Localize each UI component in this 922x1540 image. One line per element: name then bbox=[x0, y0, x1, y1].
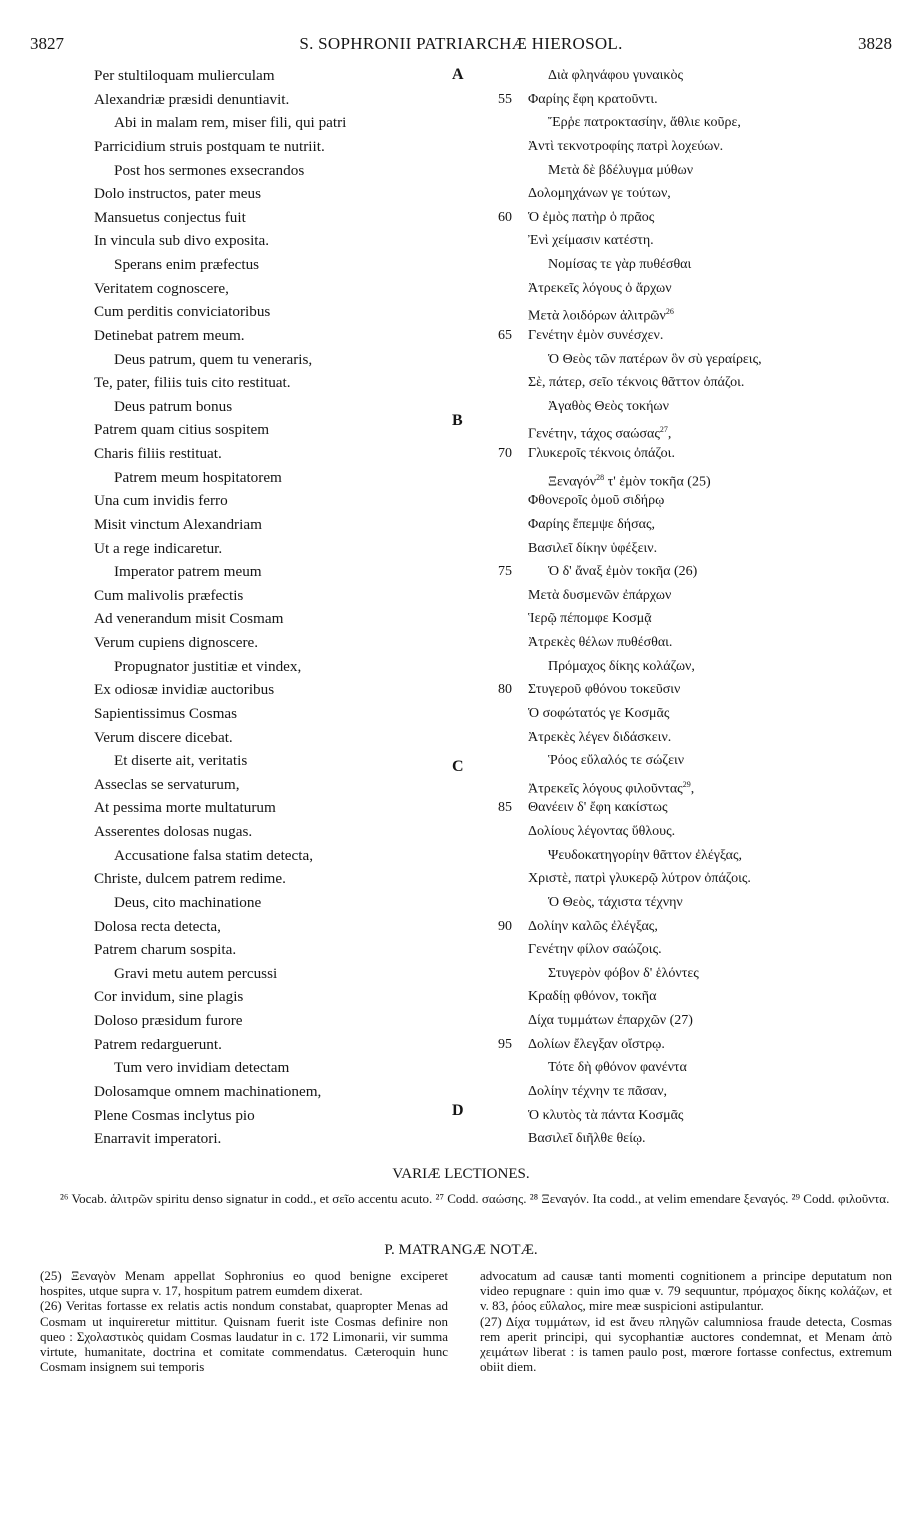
latin-line: Mansuetus conjectus fuit bbox=[94, 208, 246, 226]
greek-line bbox=[494, 655, 894, 679]
greek-line bbox=[494, 1104, 894, 1128]
greek-line bbox=[494, 371, 894, 395]
notes-left-column bbox=[40, 1268, 448, 1374]
latin-line: Abi in malam rem, miser fili, qui patri bbox=[114, 114, 347, 132]
verse-number: 65 bbox=[498, 327, 512, 343]
greek-line-text: Γλυκεροῖς τέκνοις ὀπάζοι. bbox=[528, 446, 675, 461]
greek-line-text: Δολομηχάνων γε τούτων, bbox=[528, 186, 671, 202]
greek-line-text: Μετὰ λοιδόρων ἀλιτρῶν bbox=[528, 308, 666, 324]
greek-line bbox=[494, 773, 894, 797]
greek-line-text: Φαρίης ἔπεμψε δήσας, bbox=[528, 516, 656, 532]
latin-line: Tum vero invidiam detectam bbox=[114, 1059, 290, 1077]
greek-line bbox=[494, 300, 894, 324]
greek-line-text: Ὁ Θεὸς, τάχιστα τέχνην bbox=[548, 894, 683, 910]
greek-line-text: Σὲ, πάτερ, σεῖο τέκνοις θᾶττον ὀπάζοι. bbox=[528, 375, 745, 391]
notes-right-column bbox=[480, 1268, 892, 1374]
greek-line-text: Βασιλεῖ διῆλθε θείῳ. bbox=[528, 1131, 646, 1147]
latin-line: Post hos sermones exsecrandos bbox=[114, 161, 305, 179]
latin-line: Deus, cito machinatione bbox=[114, 893, 262, 911]
verse-number: 95 bbox=[498, 1036, 512, 1052]
verse-number: 90 bbox=[498, 918, 512, 934]
latin-line: Sapientissimus Cosmas bbox=[94, 704, 238, 722]
latin-line: At pessima morte multaturum bbox=[94, 799, 276, 817]
greek-line bbox=[494, 111, 894, 135]
greek-line-text: Βασιλεῖ δίκην ὑφέξειν. bbox=[528, 540, 658, 556]
latin-line: Deus patrum, quem tu veneraris, bbox=[114, 350, 313, 368]
note-26-cont: advocatum ad causæ tanti momenti cognitionem a principe deputatum non video repugnare : quin imo quæ v. 79 sequuntur, πρόμαχος δίκης κολάζων, et v. 83, ῥόος εὔλαλος, mire meæ suspicioni astipulantur. bbox=[480, 1268, 892, 1314]
greek-line-text: Ὁ ἐμὸς πατὴρ ὁ πρᾶος bbox=[528, 209, 655, 225]
latin-line: Per stultiloquam mulierculam bbox=[94, 67, 275, 84]
page-number-left: 3827 bbox=[30, 34, 64, 53]
greek-line-text: Τότε δὴ φθόνον φανέντα bbox=[548, 1060, 687, 1076]
greek-line-text: Μετὰ δὲ βδέλυγμα μύθων bbox=[548, 162, 694, 178]
greek-line bbox=[494, 844, 894, 868]
variae-text: ²⁶ Vocab. ἀλιτρῶν spiritu denso signatur in codd., et σεῖο accentu acuto. ²⁷ Codd. σαώσης. ²⁸ Ξεναγόν. Ita codd., at velim emendare ξεναγός. ²⁹ Codd. φιλοῦντα. bbox=[60, 1191, 890, 1206]
greek-line bbox=[494, 1009, 894, 1033]
greek-line-text: Χριστὲ, πατρὶ γλυκερῷ λύτρον ὀπάζοις. bbox=[528, 871, 751, 887]
latin-line: Verum cupiens dignoscere. bbox=[94, 634, 259, 651]
latin-line: Doloso præsidum furore bbox=[94, 1012, 243, 1029]
latin-line: Patrem meum hospitatorem bbox=[114, 468, 282, 486]
greek-line-text: Ἀγαθὸς Θεὸς τοκήων bbox=[548, 398, 669, 414]
margin-marker-a: A bbox=[452, 66, 464, 83]
greek-line bbox=[494, 277, 894, 301]
greek-line-text: Ὁ δ' ἄναξ ἐμὸν τοκῆα (26) bbox=[548, 564, 698, 580]
note-27: (27) Δίχα τυμμάτων, id est ἄνευ πληγῶν calumniosa fraude detecta, Cosmas rem aperit principi, qui sycophantiæ auctores condemnat, et Menam ἀπὸ χειμάτων liberat : is tamen paulo post, mœrore fortasse confectus, extremum obiit diem. bbox=[480, 1313, 892, 1375]
latin-line: Ad venerandum misit Cosmam bbox=[94, 610, 284, 628]
greek-line bbox=[494, 702, 894, 726]
latin-line: Verum discere dicebat. bbox=[94, 728, 233, 746]
greek-line bbox=[494, 206, 894, 230]
footnote-ref: 29 bbox=[682, 779, 691, 789]
latin-line: Sperans enim præfectus bbox=[114, 256, 260, 273]
greek-line-text: Ὁ κλυτὸς τὰ πάντα Κοσμᾶς bbox=[528, 1107, 684, 1123]
margin-marker-b: B bbox=[452, 412, 463, 429]
greek-line bbox=[494, 466, 894, 490]
greek-line-text: Ἀτρεκὲς θέλων πυθέσθαι. bbox=[528, 635, 673, 650]
latin-line: Christe, dulcem patrem redime. bbox=[94, 870, 286, 888]
latin-line: Plene Cosmas inclytus pio bbox=[94, 1106, 255, 1124]
greek-line bbox=[494, 726, 894, 750]
greek-line bbox=[494, 324, 894, 348]
greek-line-text: Δίχα τυμμάτων ἐπαρχῶν (27) bbox=[528, 1013, 693, 1028]
latin-line: Deus patrum bonus bbox=[114, 397, 233, 415]
greek-line-tail: , bbox=[667, 427, 672, 443]
latin-line: Ut a rege indicaretur. bbox=[94, 539, 223, 557]
greek-line bbox=[494, 135, 894, 159]
greek-line bbox=[494, 159, 894, 183]
greek-line-text: Ὁ Θεὸς τῶν πατέρων ὃν σὺ γεραίρεις, bbox=[548, 351, 762, 367]
greek-line bbox=[494, 1080, 894, 1104]
greek-line bbox=[494, 678, 894, 702]
greek-line-text: Διὰ φληνάφου γυναικὸς bbox=[548, 68, 683, 83]
greek-line-text: Γενέτην, τάχος σαώσας bbox=[528, 427, 660, 443]
greek-line-text: Ῥόος εὔλαλός τε σώζειν bbox=[548, 753, 685, 769]
greek-line bbox=[494, 749, 894, 773]
greek-line bbox=[494, 1056, 894, 1080]
greek-line-text: Ἔρῥε πατροκτασίην, ἄθλιε κοῦρε, bbox=[548, 115, 741, 131]
verse-number: 85 bbox=[498, 800, 512, 816]
latin-line: Cum malivolis præfectis bbox=[94, 586, 244, 604]
verse-number: 80 bbox=[498, 682, 512, 698]
greek-line-text: Ὁ σοφώτατός γε Κοσμᾶς bbox=[528, 705, 670, 721]
greek-line bbox=[494, 88, 894, 112]
greek-line-text: Δολίην καλῶς ἐλέγξας, bbox=[528, 918, 658, 934]
latin-line: Accusatione falsa statim detecta, bbox=[114, 846, 314, 864]
greek-line bbox=[494, 796, 894, 820]
greek-line-text: Φαρίης ἔφη κρατοῦντι. bbox=[528, 91, 658, 107]
greek-line bbox=[494, 985, 894, 1009]
variae-title: VARIÆ LECTIONES. bbox=[392, 1166, 530, 1182]
greek-line bbox=[494, 867, 894, 891]
greek-column bbox=[494, 64, 894, 1154]
footnote-ref: 27 bbox=[659, 425, 668, 435]
verse-number: 70 bbox=[498, 446, 512, 461]
greek-line bbox=[494, 348, 894, 372]
greek-line bbox=[494, 962, 894, 986]
greek-line bbox=[494, 395, 894, 419]
greek-line bbox=[494, 584, 894, 608]
notae-title: P. MATRANGÆ NOTÆ. bbox=[384, 1242, 538, 1258]
latin-line: Cum perditis conviciatoribus bbox=[94, 303, 271, 321]
greek-line-text: Ἀντὶ τεκνοτροφίης πατρὶ λοχεύων. bbox=[528, 138, 724, 154]
greek-line bbox=[494, 607, 894, 631]
greek-line bbox=[494, 513, 894, 537]
greek-line-text: Ἀτρεκὲς λέγεν διδάσκειν. bbox=[528, 729, 672, 745]
greek-line-text: Δολίων ἔλεγξαν οἴστρῳ. bbox=[528, 1036, 665, 1052]
latin-line: Parricidium struis postquam te nutriit. bbox=[94, 137, 325, 155]
running-title: S. SOPHRONII PATRIARCHÆ HIEROSOL. bbox=[299, 34, 623, 53]
greek-line bbox=[494, 1033, 894, 1057]
latin-line: Patrem quam citius sospitem bbox=[94, 421, 270, 439]
greek-line bbox=[494, 182, 894, 206]
latin-line: Veritatem cognoscere, bbox=[94, 279, 229, 297]
latin-line: Una cum invidis ferro bbox=[94, 492, 228, 510]
latin-line: Dolosamque omnem machinationem, bbox=[94, 1082, 322, 1100]
latin-line: Dolosa recta detecta, bbox=[94, 917, 221, 935]
greek-line bbox=[494, 442, 894, 466]
verse-number: 55 bbox=[498, 91, 512, 107]
latin-line: Misit vinctum Alexandriam bbox=[94, 515, 262, 533]
margin-marker-d: D bbox=[452, 1102, 464, 1119]
greek-line bbox=[494, 1127, 894, 1151]
latin-line: Detinebat patrem meum. bbox=[94, 326, 245, 344]
latin-line: Ex odiosæ invidiæ auctoribus bbox=[94, 681, 275, 699]
greek-line-text: Νομίσας τε γὰρ πυθέσθαι bbox=[548, 257, 692, 272]
latin-line: In vincula sub divo exposita. bbox=[94, 232, 270, 250]
latin-line: Patrem redarguerunt. bbox=[94, 1035, 222, 1053]
margin-marker-c: C bbox=[452, 758, 464, 775]
greek-line-text: Ξεναγόν bbox=[548, 474, 597, 490]
latin-line: Te, pater, filiis tuis cito restituat. bbox=[94, 374, 291, 392]
latin-line: Imperator patrem meum bbox=[114, 563, 262, 581]
greek-line bbox=[494, 253, 894, 277]
greek-line-text: Στυγερὸν φόβον δ' ἑλόντες bbox=[548, 965, 699, 981]
greek-line bbox=[494, 891, 894, 915]
greek-line-text: Πρόμαχος δίκης κολάζων, bbox=[548, 658, 695, 674]
note-26: (26) Veritas fortasse ex relatis actis nondum constabat, quapropter Menas ad Cosmam ut inquireretur mittitur. Quisnam fuerit iste Cosmas definire non queo : Σχολαστικὸς quidam Cosmas laudatur in c. 172 Limonarii, vir summa virtute, humanitate, doctrina et comitate commendatus. Cæteroquin hunc Cosmam insignem sui temporis bbox=[40, 1298, 448, 1375]
greek-line-tail: τ' ἐμὸν τοκῆα (25) bbox=[604, 474, 711, 490]
greek-line-text: Μετὰ δυσμενῶν ἐπάρχων bbox=[528, 587, 672, 603]
greek-line bbox=[494, 418, 894, 442]
latin-line: Gravi metu autem percussi bbox=[114, 964, 278, 982]
latin-line: Asseclas se servaturum, bbox=[94, 775, 240, 793]
greek-line bbox=[494, 915, 894, 939]
greek-line bbox=[494, 489, 894, 513]
greek-line bbox=[494, 560, 894, 584]
latin-line: Et diserte ait, veritatis bbox=[114, 752, 248, 770]
verse-number: 60 bbox=[498, 209, 512, 225]
greek-line bbox=[494, 631, 894, 655]
page-number-right: 3828 bbox=[858, 34, 892, 53]
latin-line: Asserentes dolosas nugas. bbox=[94, 823, 253, 840]
greek-line bbox=[494, 229, 894, 253]
greek-line bbox=[494, 820, 894, 844]
note-25: (25) Ξεναγὸν Menam appellat Sophronius eo quod benigne exciperet hospites, utque supra v. 17, hospitum patrem eumdem dixerat. bbox=[40, 1268, 448, 1299]
footnote-ref: 26 bbox=[665, 307, 674, 317]
footnote-ref: 28 bbox=[596, 472, 605, 482]
greek-line bbox=[494, 64, 894, 88]
latin-line: Enarravit imperatori. bbox=[94, 1130, 222, 1148]
greek-line-tail: , bbox=[690, 781, 695, 797]
latin-line: Patrem charum sospita. bbox=[94, 941, 237, 959]
page-header bbox=[30, 34, 892, 56]
greek-line-text: Στυγεροῦ φθόνου τοκεῦσιν bbox=[528, 682, 681, 698]
greek-line-text: Δολίην τέχνην τε πᾶσαν, bbox=[528, 1083, 668, 1099]
greek-line-text: Δολίους λέγοντας ὕθλους. bbox=[528, 824, 676, 839]
verse-number: 75 bbox=[498, 564, 512, 580]
greek-line-text: Ἀτρεκεῖς λόγους ὁ ἄρχων bbox=[528, 280, 672, 296]
latin-line: Dolo instructos, pater meus bbox=[94, 185, 262, 203]
latin-line: Cor invidum, sine plagis bbox=[94, 988, 244, 1006]
greek-line bbox=[494, 537, 894, 561]
greek-line-text: Κραδίῃ φθόνον, τοκῆα bbox=[528, 989, 657, 1005]
latin-line: Charis filiis restituat. bbox=[94, 445, 222, 462]
greek-line bbox=[494, 938, 894, 962]
latin-line: Alexandriæ præsidi denuntiavit. bbox=[94, 90, 290, 108]
greek-line-text: Φθονεροῖς ὁμοῦ σιδήρῳ bbox=[528, 493, 665, 509]
greek-line-text: Ἱερῷ πέπομφε Κοσμᾷ bbox=[528, 611, 652, 627]
latin-column bbox=[94, 64, 454, 1154]
greek-line-text: Θανέειν δ' ἔφη κακίστως bbox=[528, 800, 668, 816]
greek-line-text: Ψευδοκατηγορίην θᾶττον ἐλέγξας, bbox=[548, 847, 742, 863]
greek-line-text: Γενέτην ἐμὸν συνέσχεν. bbox=[528, 327, 664, 343]
greek-line-text: Γενέτην φίλον σαώζοις. bbox=[528, 942, 662, 958]
latin-line: Propugnator justitiæ et vindex, bbox=[114, 657, 302, 675]
greek-line-text: Ἀτρεκεῖς λόγους φιλοῦντας bbox=[528, 781, 683, 797]
greek-line-text: Ἐνὶ χείμασιν κατέστη. bbox=[528, 233, 654, 249]
